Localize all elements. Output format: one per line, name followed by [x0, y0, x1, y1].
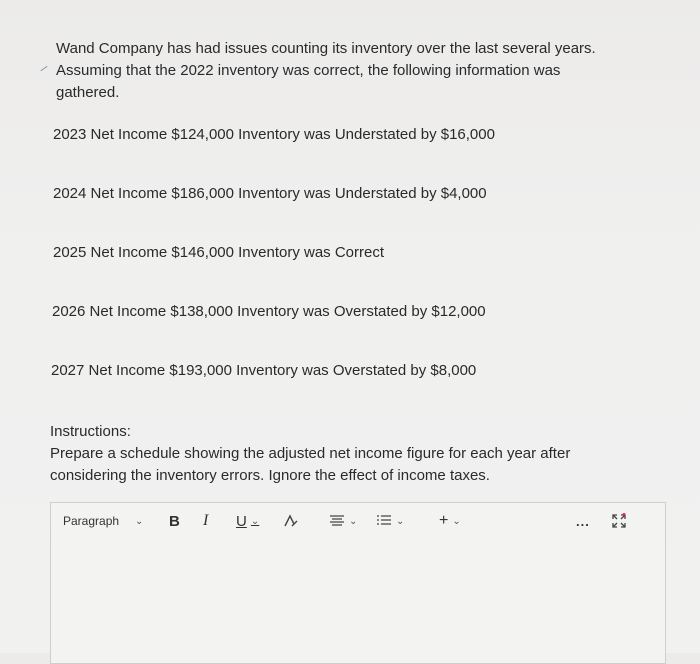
plus-icon: +: [439, 512, 449, 529]
expand-icon: [611, 513, 627, 529]
bold-button[interactable]: [169, 513, 180, 530]
fullscreen-button[interactable]: [611, 513, 627, 529]
text-color-button[interactable]: [283, 513, 299, 529]
chevron-down-icon: ⌄: [452, 515, 461, 527]
insert-button[interactable]: [439, 512, 461, 530]
align-icon: [329, 514, 345, 528]
chevron-down-icon: ⌄: [396, 515, 405, 527]
chevron-down-icon: ⌄: [250, 515, 260, 527]
data-row-2026: 2026 Net Income $138,000 Inventory was Overstated by $12,000: [52, 303, 486, 320]
underline-button[interactable]: [236, 513, 259, 530]
editor-text-area[interactable]: [51, 543, 665, 663]
chevron-down-icon: ⌄: [135, 515, 144, 527]
text-color-icon: [283, 513, 299, 529]
list-icon: [376, 514, 392, 528]
editor-toolbar: [51, 503, 665, 539]
data-row-2025: 2025 Net Income $146,000 Inventory was Correct: [53, 244, 385, 261]
data-row-2023: 2023 Net Income $124,000 Inventory was Understated by $16,000: [53, 126, 495, 143]
data-row-2024: 2024 Net Income $186,000 Inventory was Understated by $4,000: [53, 185, 487, 202]
bold-label: B: [169, 512, 180, 530]
data-row-2027: 2027 Net Income $193,000 Inventory was Overstated by $8,000: [51, 362, 477, 379]
list-button[interactable]: [376, 514, 404, 528]
question-intro: Wand Company has had issues counting its inventory over the last several years. Assuming that the 2022 inventory was correct, the following information was gathered.: [56, 40, 596, 101]
italic-button[interactable]: [203, 512, 208, 530]
italic-label: I: [203, 512, 209, 529]
chevron-down-icon: ⌄: [349, 515, 358, 527]
paragraph-style-label: Paragraph: [63, 514, 120, 528]
instructions-heading: Instructions:: [50, 423, 131, 440]
paragraph-style-select[interactable]: [63, 514, 143, 528]
instructions-text: Prepare a schedule showing the adjusted net income figure for each year after considering the inventory errors. Ignore the effect of income taxes.: [50, 445, 571, 484]
more-button[interactable]: [576, 514, 590, 529]
align-button[interactable]: [329, 514, 357, 528]
underline-label: U: [236, 512, 247, 530]
margin-mark: [40, 66, 47, 71]
more-icon: ...: [576, 513, 590, 529]
answer-editor[interactable]: [50, 502, 666, 664]
